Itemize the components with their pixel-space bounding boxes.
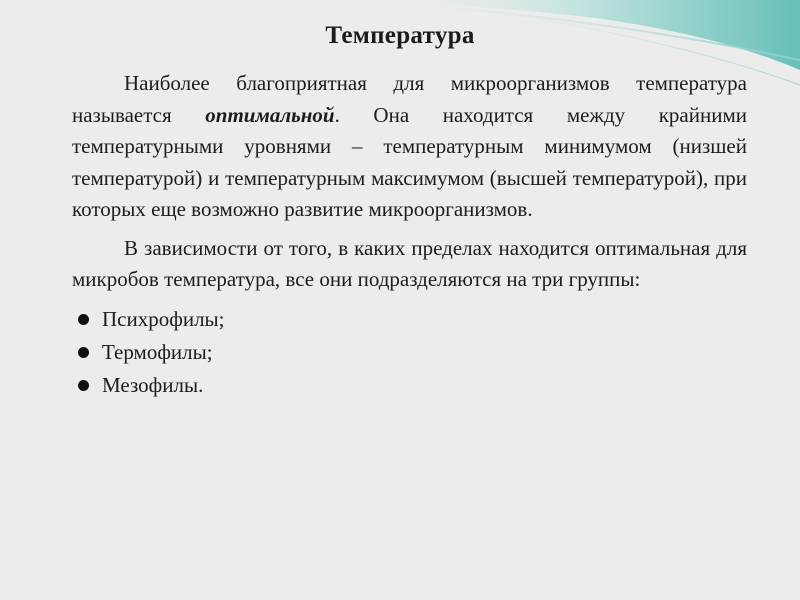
paragraph-1-text-end: . Она находится между крайними температурными уровнями – температурным минимумом (низшей температурой) и температурным максимумом (высшей температурой), при которых еще возможно развитие микроорганизмов. xyxy=(72,102,747,221)
groups-list xyxy=(72,303,747,402)
paragraph-1-text-start: Наиболее благоприятная для микроорганизмов температура называется xyxy=(72,71,747,127)
list-item xyxy=(72,369,747,402)
bullet-icon xyxy=(78,347,89,358)
slide-body xyxy=(72,68,747,402)
list-item xyxy=(72,303,747,336)
bullet-icon xyxy=(78,380,89,391)
list-item-label: Мезофилы. xyxy=(102,372,204,397)
paragraph-groups-intro: В зависимости от того, в каких пределах находится оптимальная для микробов температура, все они подразделяются на три группы: xyxy=(72,235,747,291)
list-item xyxy=(72,336,747,369)
paragraph-optimal-temperature xyxy=(72,68,747,226)
list-item-label: Термофилы; xyxy=(102,339,213,364)
bullet-icon xyxy=(78,314,89,325)
list-item-label: Психрофилы; xyxy=(102,306,225,331)
slide-title: Температура xyxy=(325,22,475,49)
emphasis-optimal: оптимальной xyxy=(205,102,335,127)
